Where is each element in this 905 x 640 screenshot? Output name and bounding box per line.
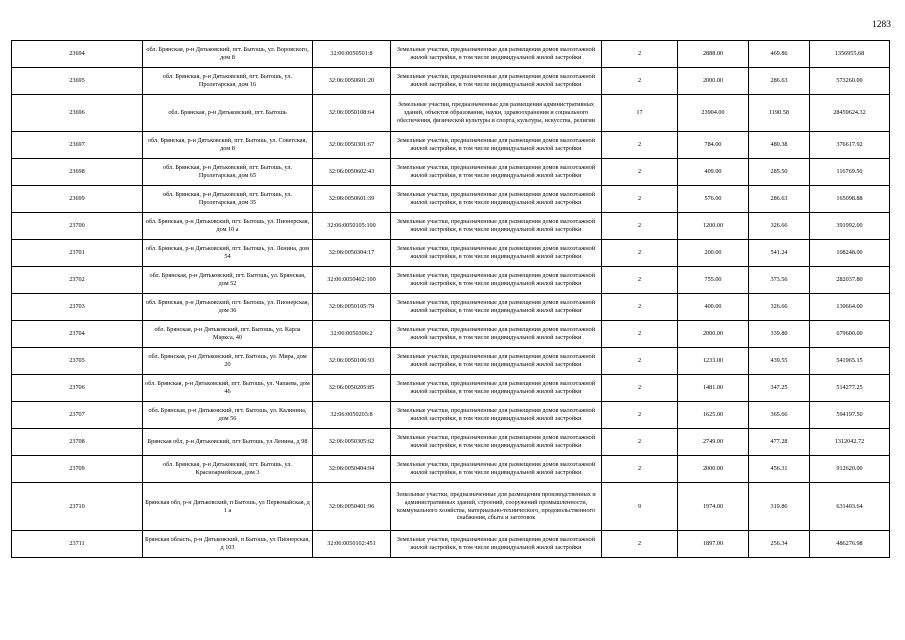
cadastral-number-cell: 32:06:0050304:17 [313, 240, 391, 267]
land-use-cell: Земельные участки, предназначенные для размещения административных зданий, объектов образования, науки, здравоохранения и социального обеспечения, физической культуры и спорта, культуры, искусства, религии [391, 95, 602, 132]
area-cell: 576.00 [678, 186, 749, 213]
land-use-cell: Земельные участки, предназначенные для размещения домов малоэтажной жилой застройки, в том числе индивидуальной жилой застройки [391, 456, 602, 483]
specific-value-cell: 480.38 [749, 132, 810, 159]
table-row [12, 68, 890, 95]
cadastral-value-cell: 165098.88 [810, 186, 890, 213]
area-cell: 23904.00 [678, 95, 749, 132]
cadastral-value-cell: 116769.50 [810, 159, 890, 186]
row-number: 23707 [12, 402, 143, 429]
table-row [12, 267, 890, 294]
cadastral-value-cell: 1356955.68 [810, 41, 890, 68]
area-cell: 400.00 [678, 294, 749, 321]
cadastral-value-cell: 1312042.72 [810, 429, 890, 456]
row-number: 23711 [12, 531, 143, 558]
land-use-cell: Земельные участки, предназначенные для размещения домов малоэтажной жилой застройки, в том числе индивидуальной жилой застройки [391, 402, 602, 429]
row-number: 23700 [12, 213, 143, 240]
cadastral-number-cell: 32:06:0050105:100 [313, 213, 391, 240]
cadastral-value-cell: 486276.98 [810, 531, 890, 558]
row-number: 23703 [12, 294, 143, 321]
cadastral-number-cell: 32:06:0050108:64 [313, 95, 391, 132]
cadastral-value-cell: 391992.00 [810, 213, 890, 240]
table-row [12, 294, 890, 321]
specific-value-cell: 439.55 [749, 348, 810, 375]
table-row [12, 531, 890, 558]
cadastral-value-cell: 594197.50 [810, 402, 890, 429]
area-cell: 1625.00 [678, 402, 749, 429]
area-cell: 2000.00 [678, 68, 749, 95]
row-number: 23702 [12, 267, 143, 294]
use-code-cell: 2 [602, 159, 678, 186]
area-cell: 1974.00 [678, 483, 749, 531]
address-cell: обл. Брянская, р-н Дятьковский, пгт. Бытошь, ул. Пионерская, дом 36 [143, 294, 313, 321]
table-row [12, 321, 890, 348]
land-use-cell: Земельные участки, предназначенные для размещения домов малоэтажной жилой застройки, в том числе индивидуальной жилой застройки [391, 159, 602, 186]
table-row [12, 95, 890, 132]
table-row [12, 348, 890, 375]
specific-value-cell: 286.63 [749, 68, 810, 95]
address-cell: обл. Брянская, р-н Дятьковский, пгт. Бытошь, ул. Ленина, дом 54 [143, 240, 313, 267]
address-cell: обл. Брянская, р-н Дятьковский, пгт. Бытошь, ул. Мира, дом 20 [143, 348, 313, 375]
cadastral-number-cell: 32:06:0050301:67 [313, 132, 391, 159]
specific-value-cell: 326.66 [749, 213, 810, 240]
specific-value-cell: 339.80 [749, 321, 810, 348]
table-row [12, 186, 890, 213]
cadastral-number-cell: 32:06:0050305:62 [313, 429, 391, 456]
row-number: 23698 [12, 159, 143, 186]
table-row [12, 402, 890, 429]
use-code-cell: 2 [602, 321, 678, 348]
row-number: 23710 [12, 483, 143, 531]
cadastral-number-cell: 32:06:0050602:43 [313, 159, 391, 186]
land-use-cell: Земельные участки, предназначенные для размещения домов малоэтажной жилой застройки, в том числе индивидуальной жилой застройки [391, 429, 602, 456]
area-cell: 755.00 [678, 267, 749, 294]
address-cell: обл. Брянская, р-н Дятьковский, пгт. Бытошь, ул. Советская, дом 8 [143, 132, 313, 159]
row-number: 23708 [12, 429, 143, 456]
cadastral-value-cell: 108248.00 [810, 240, 890, 267]
land-use-cell: Земельные участки, предназначенные для размещения домов малоэтажной жилой застройки, в том числе индивидуальной жилой застройки [391, 531, 602, 558]
use-code-cell: 2 [602, 456, 678, 483]
row-number: 23697 [12, 132, 143, 159]
row-number: 23706 [12, 375, 143, 402]
row-number: 23699 [12, 186, 143, 213]
use-code-cell: 2 [602, 531, 678, 558]
use-code-cell: 2 [602, 186, 678, 213]
address-cell: обл. Брянская, р-н Дятьковский, пгт. Бытошь, ул. Калинина, дом 56 [143, 402, 313, 429]
use-code-cell: 2 [602, 41, 678, 68]
address-cell: обл. Брянская, р-н Дятьковский, пгт. Бытошь, ул. Пролетарская, дом 35 [143, 186, 313, 213]
cadastral-number-cell: 32:06:0050102:451 [313, 531, 391, 558]
specific-value-cell: 285.50 [749, 159, 810, 186]
row-number: 23705 [12, 348, 143, 375]
table-row [12, 240, 890, 267]
table-row [12, 159, 890, 186]
land-use-cell: Земельные участки, предназначенные для размещения домов малоэтажной жилой застройки, в том числе индивидуальной жилой застройки [391, 348, 602, 375]
table-body [12, 41, 890, 558]
page-number: 1283 [872, 20, 891, 30]
cadastral-value-table [11, 40, 890, 558]
cadastral-value-cell: 679600.00 [810, 321, 890, 348]
land-use-cell: Земельные участки, предназначенные для размещения домов малоэтажной жилой застройки, в том числе индивидуальной жилой застройки [391, 41, 602, 68]
area-cell: 409.00 [678, 159, 749, 186]
use-code-cell: 2 [602, 402, 678, 429]
cadastral-value-cell: 631403.64 [810, 483, 890, 531]
specific-value-cell: 256.34 [749, 531, 810, 558]
area-cell: 1897.00 [678, 531, 749, 558]
cadastral-value-cell: 282037.80 [810, 267, 890, 294]
use-code-cell: 2 [602, 267, 678, 294]
specific-value-cell: 373.56 [749, 267, 810, 294]
cadastral-value-cell: 28459624.32 [810, 95, 890, 132]
specific-value-cell: 347.25 [749, 375, 810, 402]
use-code-cell: 2 [602, 68, 678, 95]
address-cell: обл. Брянская, р-н Дятьковский, пгт. Бытошь, ул. Красноармейская, дом 3 [143, 456, 313, 483]
use-code-cell: 17 [602, 95, 678, 132]
land-use-cell: Земельные участки, предназначенные для размещения домов малоэтажной жилой застройки, в том числе индивидуальной жилой застройки [391, 267, 602, 294]
use-code-cell: 2 [602, 132, 678, 159]
address-cell: обл. Брянская, р-н Дятьковский, пгт. Бытошь, ул. Воровского, дом 8 [143, 41, 313, 68]
land-use-cell: Земельные участки, предназначенные для размещения домов малоэтажной жилой застройки, в том числе индивидуальной жилой застройки [391, 186, 602, 213]
cadastral-value-cell: 541965.15 [810, 348, 890, 375]
area-cell: 2000.00 [678, 456, 749, 483]
land-use-cell: Земельные участки, предназначенные для размещения домов малоэтажной жилой застройки, в том числе индивидуальной жилой застройки [391, 213, 602, 240]
address-cell: обл. Брянская, р-н Дятьковский, пгт. Бытошь, ул. Пионерская, дом 10 а [143, 213, 313, 240]
cadastral-number-cell: 32:06:0050105:79 [313, 294, 391, 321]
use-code-cell: 2 [602, 429, 678, 456]
use-code-cell: 2 [602, 240, 678, 267]
land-use-cell: Земельные участки, предназначенные для размещения домов малоэтажной жилой застройки, в том числе индивидуальной жилой застройки [391, 132, 602, 159]
cadastral-number-cell: 32:06:0050306:2 [313, 321, 391, 348]
row-number: 23694 [12, 41, 143, 68]
cadastral-number-cell: 32:06:0050205:85 [313, 375, 391, 402]
address-cell: обл. Брянская, р-н Дятьковский, пгт. Бытошь, ул. Карла Маркса, 40 [143, 321, 313, 348]
cadastral-number-cell: 32:06:0050203:8 [313, 402, 391, 429]
use-code-cell: 2 [602, 294, 678, 321]
address-cell: Брянская обл, р-н Дятьковский, пгт Бытошь, ул Ленина, д 98 [143, 429, 313, 456]
table-row [12, 213, 890, 240]
cadastral-value-cell: 514277.25 [810, 375, 890, 402]
table-row [12, 429, 890, 456]
cadastral-number-cell: 32:06:0050404:94 [313, 456, 391, 483]
specific-value-cell: 326.66 [749, 294, 810, 321]
cadastral-number-cell: 32:06:0050402:100 [313, 267, 391, 294]
area-cell: 1233.00 [678, 348, 749, 375]
use-code-cell: 9 [602, 483, 678, 531]
row-number: 23704 [12, 321, 143, 348]
area-cell: 200.00 [678, 240, 749, 267]
specific-value-cell: 541.24 [749, 240, 810, 267]
address-cell: обл. Брянская, р-н Дятьковский, пгт. Бытошь [143, 95, 313, 132]
table-row [12, 456, 890, 483]
cadastral-number-cell: 32:06:0050106:93 [313, 348, 391, 375]
table-row [12, 375, 890, 402]
area-cell: 2888.00 [678, 41, 749, 68]
row-number: 23696 [12, 95, 143, 132]
specific-value-cell: 286.63 [749, 186, 810, 213]
specific-value-cell: 456.31 [749, 456, 810, 483]
area-cell: 1481.00 [678, 375, 749, 402]
cadastral-value-cell: 376617.92 [810, 132, 890, 159]
land-use-cell: Земельные участки, предназначенные для размещения производственных и административных зданий, строений, сооружений промышленности, коммунального хозяйства, материально-технического, продовольственного снабжения, сбыта и заготовок [391, 483, 602, 531]
area-cell: 2000.00 [678, 321, 749, 348]
specific-value-cell: 365.66 [749, 402, 810, 429]
area-cell: 784.00 [678, 132, 749, 159]
land-use-cell: Земельные участки, предназначенные для размещения домов малоэтажной жилой застройки, в том числе индивидуальной жилой застройки [391, 68, 602, 95]
specific-value-cell: 477.28 [749, 429, 810, 456]
row-number: 23695 [12, 68, 143, 95]
cadastral-number-cell: 32:06:0050601:20 [313, 68, 391, 95]
area-cell: 1200.00 [678, 213, 749, 240]
specific-value-cell: 319.86 [749, 483, 810, 531]
specific-value-cell: 469.86 [749, 41, 810, 68]
cadastral-value-cell: 573260.00 [810, 68, 890, 95]
address-cell: Брянская область, р-н Дятьковский, п Бытошь, ул Пионерская, д 103 [143, 531, 313, 558]
use-code-cell: 2 [602, 375, 678, 402]
address-cell: обл. Брянская, р-н Дятьковский, пгт. Бытошь, ул. Пролетарская, дом 65 [143, 159, 313, 186]
cadastral-value-cell: 912620.00 [810, 456, 890, 483]
land-use-cell: Земельные участки, предназначенные для размещения домов малоэтажной жилой застройки, в том числе индивидуальной жилой застройки [391, 294, 602, 321]
row-number: 23709 [12, 456, 143, 483]
cadastral-number-cell: 32:06:0050401:96 [313, 483, 391, 531]
use-code-cell: 2 [602, 213, 678, 240]
address-cell: обл. Брянская, р-н Дятьковский, пгт. Бытошь, ул. Чапаева, дом 46 [143, 375, 313, 402]
specific-value-cell: 1190.58 [749, 95, 810, 132]
table-row [12, 132, 890, 159]
cadastral-number-cell: 32:06:0050501:8 [313, 41, 391, 68]
address-cell: обл. Брянская, р-н Дятьковский, пгт. Бытошь, ул. Пролетарская, дом 16 [143, 68, 313, 95]
land-use-cell: Земельные участки, предназначенные для размещения домов малоэтажной жилой застройки, в том числе индивидуальной жилой застройки [391, 321, 602, 348]
row-number: 23701 [12, 240, 143, 267]
cadastral-value-cell: 130664.00 [810, 294, 890, 321]
table-row [12, 41, 890, 68]
use-code-cell: 2 [602, 348, 678, 375]
land-use-cell: Земельные участки, предназначенные для размещения домов малоэтажной жилой застройки, в том числе индивидуальной жилой застройки [391, 375, 602, 402]
address-cell: обл. Брянская, р-н Дятьковский, пгт. Бытошь, ул. Брянская, дом 52 [143, 267, 313, 294]
address-cell: Брянская обл, р-н Дятьковский, п Бытошь, ул Первомайская, д 1 а [143, 483, 313, 531]
table-row [12, 483, 890, 531]
area-cell: 2749.00 [678, 429, 749, 456]
cadastral-number-cell: 32:06:0050601:39 [313, 186, 391, 213]
land-use-cell: Земельные участки, предназначенные для размещения домов малоэтажной жилой застройки, в том числе индивидуальной жилой застройки [391, 240, 602, 267]
